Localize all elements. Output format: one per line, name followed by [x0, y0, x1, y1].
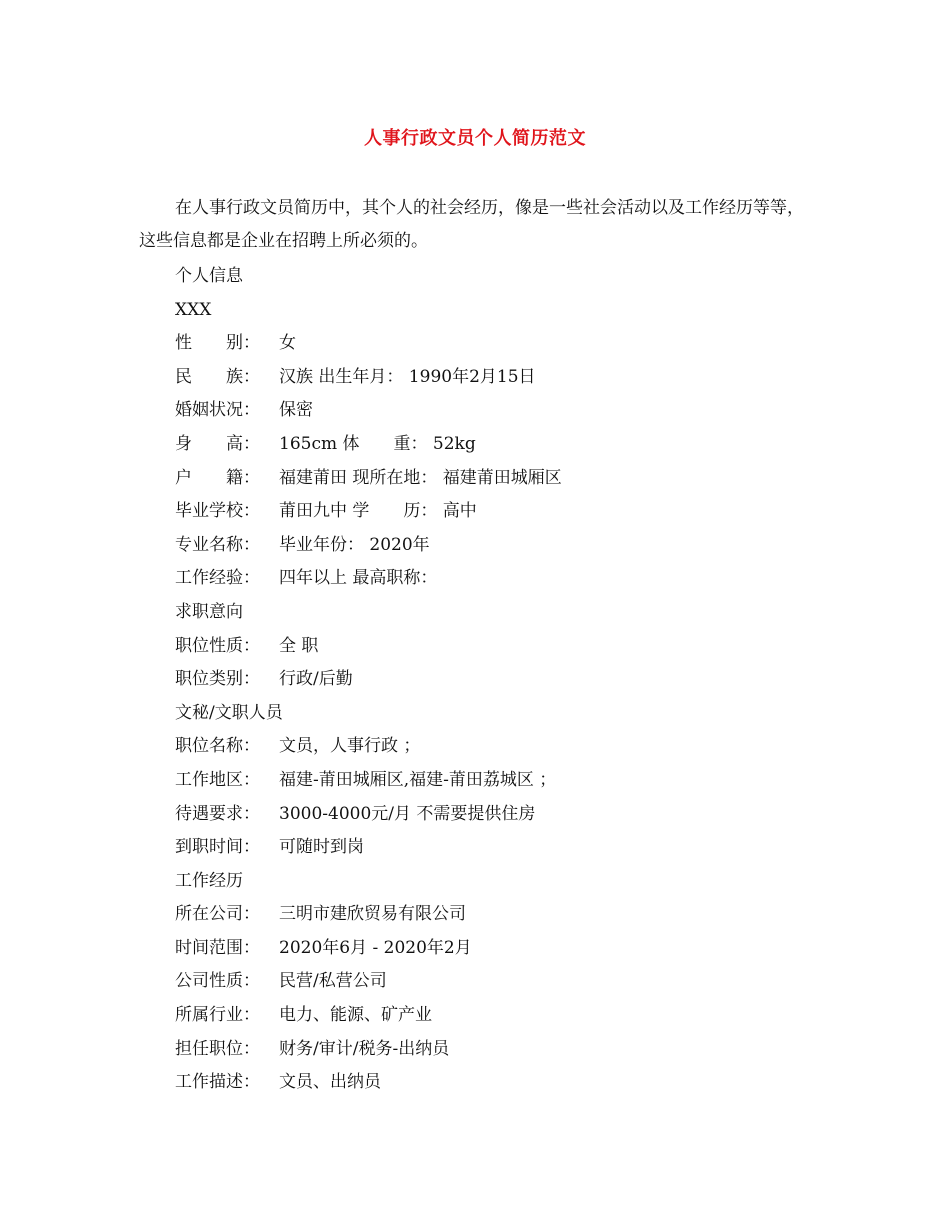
resume-lines — [175, 260, 855, 1100]
field-label: 户 籍： — [175, 467, 260, 488]
field-salary — [175, 798, 855, 832]
field-value: 电力、能源、矿产业 — [279, 1005, 432, 1026]
field-experience — [175, 562, 855, 596]
field-gender — [175, 327, 855, 361]
field-height — [175, 428, 855, 462]
field-label: 工作地区： — [175, 769, 260, 790]
field-major — [175, 529, 855, 563]
intro-paragraph: 在人事行政文员简历中，其个人的社会经历，像是一些社会活动以及工作经历等等，这些信息都是企业在招聘上所必须的。 — [139, 198, 804, 251]
field-job-nature — [175, 630, 855, 664]
field-label: 专业名称： — [175, 534, 260, 555]
field-role — [175, 1033, 855, 1067]
field-label: 所属行业： — [175, 1005, 260, 1026]
field-value: 财务/审计/税务-出纳员 — [279, 1038, 450, 1059]
field-label: 职位类别： — [175, 669, 260, 690]
field-value: 2020年6月 - 2020年2月 — [279, 937, 472, 958]
field-label: 职位性质： — [175, 635, 260, 656]
field-value: 莆田九中 学 历： 高中 — [279, 501, 477, 522]
field-ethnicity — [175, 361, 855, 395]
field-label: 职位名称： — [175, 736, 260, 757]
field-label: 到职时间： — [175, 837, 260, 858]
field-label: 所在公司： — [175, 904, 260, 925]
field-label: 性 别： — [175, 333, 260, 354]
field-value: 文员、出纳员 — [279, 1072, 381, 1093]
field-school — [175, 495, 855, 529]
field-start-time — [175, 831, 855, 865]
field-hukou — [175, 462, 855, 496]
field-value: 165cm 体 重： 52kg — [279, 433, 476, 454]
field-value: 福建莆田 现所在地： 福建莆田城厢区 — [279, 467, 562, 488]
field-label: 毕业学校： — [175, 501, 260, 522]
field-value: 保密 — [279, 400, 313, 421]
field-value: 福建-莆田城厢区,福建-莆田荔城区 ； — [279, 769, 557, 790]
field-value: 民营/私营公司 — [279, 971, 387, 992]
field-job-category — [175, 663, 855, 697]
field-value: 三明市建欣贸易有限公司 — [279, 904, 466, 925]
field-label: 工作描述： — [175, 1072, 260, 1093]
field-value: 行政/后勤 — [279, 669, 353, 690]
section-heading-work-history: 工作经历 — [175, 870, 243, 891]
field-label: 时间范围： — [175, 937, 260, 958]
field-company-nature — [175, 965, 855, 999]
field-label: 工作经验： — [175, 568, 260, 589]
field-label: 担任职位： — [175, 1038, 260, 1059]
field-value: 文员，人事行政 ； — [279, 736, 421, 757]
field-industry — [175, 999, 855, 1033]
field-value: 可随时到岗 — [279, 837, 364, 858]
field-company — [175, 898, 855, 932]
field-job-position — [175, 730, 855, 764]
field-label: 公司性质： — [175, 971, 260, 992]
field-work-description — [175, 1066, 855, 1100]
field-value: 女 — [279, 333, 296, 354]
field-value: 3000-4000元/月 不需要提供住房 — [279, 803, 536, 824]
job-category-extra: 文秘/文职人员 — [175, 702, 283, 723]
section-heading-job-intent: 求职意向 — [175, 601, 243, 622]
field-label: 待遇要求： — [175, 803, 260, 824]
section-heading-personal-info: 个人信息 — [175, 266, 243, 286]
field-marital — [175, 394, 855, 428]
field-value: 汉族 出生年月： 1990年2月15日 — [279, 366, 536, 387]
field-value: 全 职 — [279, 635, 319, 656]
document-title: 人事行政文员个人简历范文 — [364, 128, 586, 149]
field-period — [175, 932, 855, 966]
field-value: 毕业年份： 2020年 — [279, 534, 430, 555]
field-label: 婚姻状况： — [175, 400, 260, 421]
candidate-name: XXX — [175, 299, 212, 320]
field-label: 身 高： — [175, 433, 260, 454]
field-value: 四年以上 最高职称： — [279, 568, 438, 589]
field-label: 民 族： — [175, 366, 260, 387]
field-work-area — [175, 764, 855, 798]
